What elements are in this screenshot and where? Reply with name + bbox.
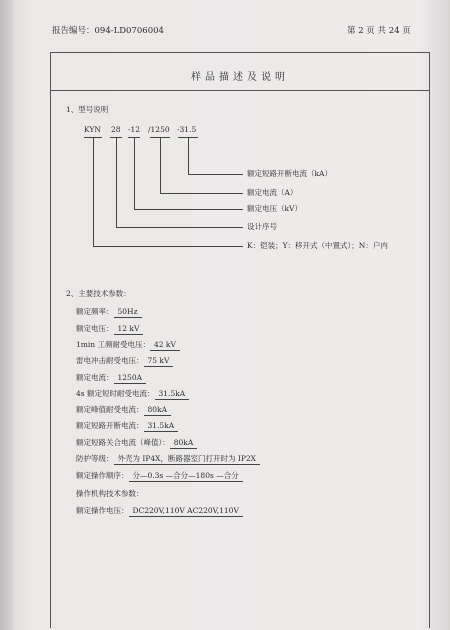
param-value: DC220V,110V AC220V,110V: [129, 506, 243, 517]
param-value: 50Hz: [114, 307, 142, 318]
param-row: [76, 325, 143, 333]
model-part-current: /1250: [148, 125, 170, 134]
legend-rated-current: 额定电流（A）: [247, 188, 298, 197]
model-part-breaking: -31.5: [177, 125, 197, 134]
leader-breaking-v: [188, 137, 189, 174]
param-value: 31.5kA: [155, 389, 190, 400]
leader-design-h: [116, 227, 243, 228]
leader-breaking-h: [188, 174, 243, 175]
param-row: [76, 374, 146, 382]
param-label: 额定峰值耐受电流：: [76, 405, 144, 414]
param-row: [76, 341, 180, 349]
section2-heading: 2、主要技术参数：: [66, 289, 131, 298]
param-row: [76, 455, 260, 463]
param-label: 额定操作电压：: [76, 506, 129, 515]
section1-heading: 1、型号说明: [66, 105, 109, 114]
leader-current-h: [160, 193, 243, 194]
param-row: [76, 390, 189, 398]
page-binding-edge: [0, 0, 14, 630]
legend-rated-voltage: 额定电压（kV）: [247, 204, 302, 213]
param-label: 额定频率：: [76, 307, 114, 316]
param-row: [76, 422, 178, 430]
report-number: 报告编号：094-LD0706004: [52, 26, 164, 36]
param-value: 80kA: [170, 438, 198, 449]
model-part-series: KYN: [84, 125, 101, 134]
param-value: 分—0.3s —合分—180s —合分: [129, 471, 243, 482]
param-value: 1250A: [114, 373, 147, 384]
model-part-design: 28: [111, 125, 121, 134]
param-value: 80kA: [144, 405, 172, 416]
leader-series-v: [93, 137, 94, 246]
param-label: 额定电流：: [76, 373, 114, 382]
legend-type-code: K：铠装；Y：移开式（中置式）；N：户内: [247, 241, 388, 250]
param-value: 42 kV: [150, 340, 180, 351]
leader-voltage-v: [134, 137, 135, 209]
param-label: 额定短路开断电流：: [76, 421, 144, 430]
param-value: 12 kV: [114, 324, 144, 335]
legend-design-number: 设计序号: [247, 222, 277, 231]
leader-series-h: [93, 246, 243, 247]
param-label: 额定短路关合电流（峰值）：: [76, 438, 170, 447]
param-value: 31.5kA: [144, 421, 179, 432]
param-row: [76, 308, 142, 316]
param-label: 操作机构技术参数：: [76, 489, 144, 498]
legend-breaking-current: 额定短路开断电流（kA）: [247, 169, 332, 178]
param-label: 额定电压：: [76, 324, 114, 333]
param-value: 75 kV: [144, 356, 174, 367]
param-label: 1min 工频耐受电压：: [76, 340, 150, 349]
param-label: 雷电冲击耐受电压：: [76, 356, 144, 365]
leader-voltage-h: [134, 209, 243, 210]
param-label: 防护等级：: [76, 454, 114, 463]
param-label: 4s 额定短时耐受电流：: [76, 389, 155, 398]
param-row: [76, 507, 243, 515]
param-row: [76, 472, 243, 480]
param-row: [76, 439, 197, 447]
param-label: 额定操作顺序：: [76, 471, 129, 480]
param-row: [76, 406, 171, 414]
leader-current-v: [160, 137, 161, 193]
param-row: [76, 357, 173, 365]
param-value: 外壳为 IP4X，断路器室门打开时为 IP2X: [114, 454, 261, 465]
leader-design-v: [116, 137, 117, 227]
title-divider: [50, 90, 430, 91]
page-title: 样品描述及说明: [191, 72, 289, 83]
model-part-voltage: -12: [128, 125, 141, 134]
page-info: 第 2 页 共 24 页: [347, 26, 411, 36]
param-row: [76, 490, 144, 498]
